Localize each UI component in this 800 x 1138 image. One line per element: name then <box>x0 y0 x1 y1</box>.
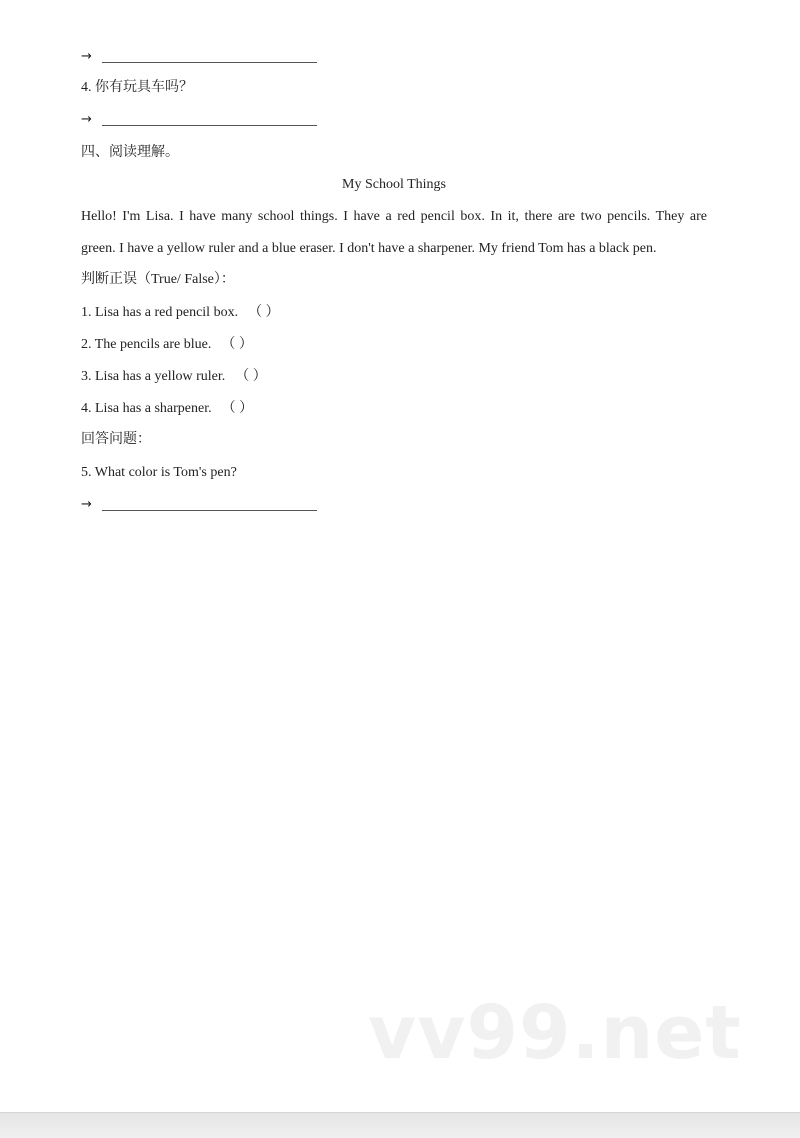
watermark: vv99.net <box>368 990 742 1076</box>
statement-1 <box>81 304 280 322</box>
arrow-icon: → <box>81 497 92 512</box>
answer-blank[interactable] <box>102 125 317 126</box>
answer-paren[interactable]: （ ） <box>235 369 267 384</box>
answer-paren[interactable]: （ ） <box>248 305 280 320</box>
statement-text: 4. Lisa has a sharpener. <box>81 401 212 416</box>
answer-blank[interactable] <box>102 62 317 63</box>
statement-text: 1. Lisa has a red pencil box. <box>81 305 239 320</box>
question-4: 4. 你有玩具车吗？ <box>81 80 193 95</box>
answer-heading: 回答问题： <box>81 432 151 447</box>
true-false-heading: 判断正误（True/ False）： <box>81 272 235 287</box>
arrow-icon: → <box>81 49 92 64</box>
passage-line-2: green. I have a yellow ruler and a blue eraser. I don't have a sharpener. My friend Tom has a black pen. <box>81 241 657 256</box>
statement-2 <box>81 336 253 354</box>
answer-line-top[interactable] <box>81 48 97 66</box>
arrow-icon: → <box>81 112 92 127</box>
statement-4 <box>81 400 253 418</box>
answer-blank[interactable] <box>102 510 317 511</box>
answer-paren[interactable]: （ ） <box>221 401 254 416</box>
viewer-bottom-strip <box>0 1112 800 1138</box>
question-5: 5. What color is Tom's pen? <box>81 465 237 480</box>
answer-paren[interactable]: （ ） <box>221 337 253 352</box>
statement-text: 2. The pencils are blue. <box>81 337 212 352</box>
passage-title: My School Things <box>342 177 446 192</box>
statement-3 <box>81 368 267 386</box>
answer-line-q5[interactable] <box>81 496 97 514</box>
statement-text: 3. Lisa has a yellow ruler. <box>81 369 226 384</box>
passage-line-1: Hello! I'm Lisa. I have many school things. I have a red pencil box. In it, there are two pencils. They are <box>81 209 707 224</box>
answer-line-q4[interactable] <box>81 111 97 129</box>
section-heading: 四、阅读理解。 <box>81 145 179 160</box>
